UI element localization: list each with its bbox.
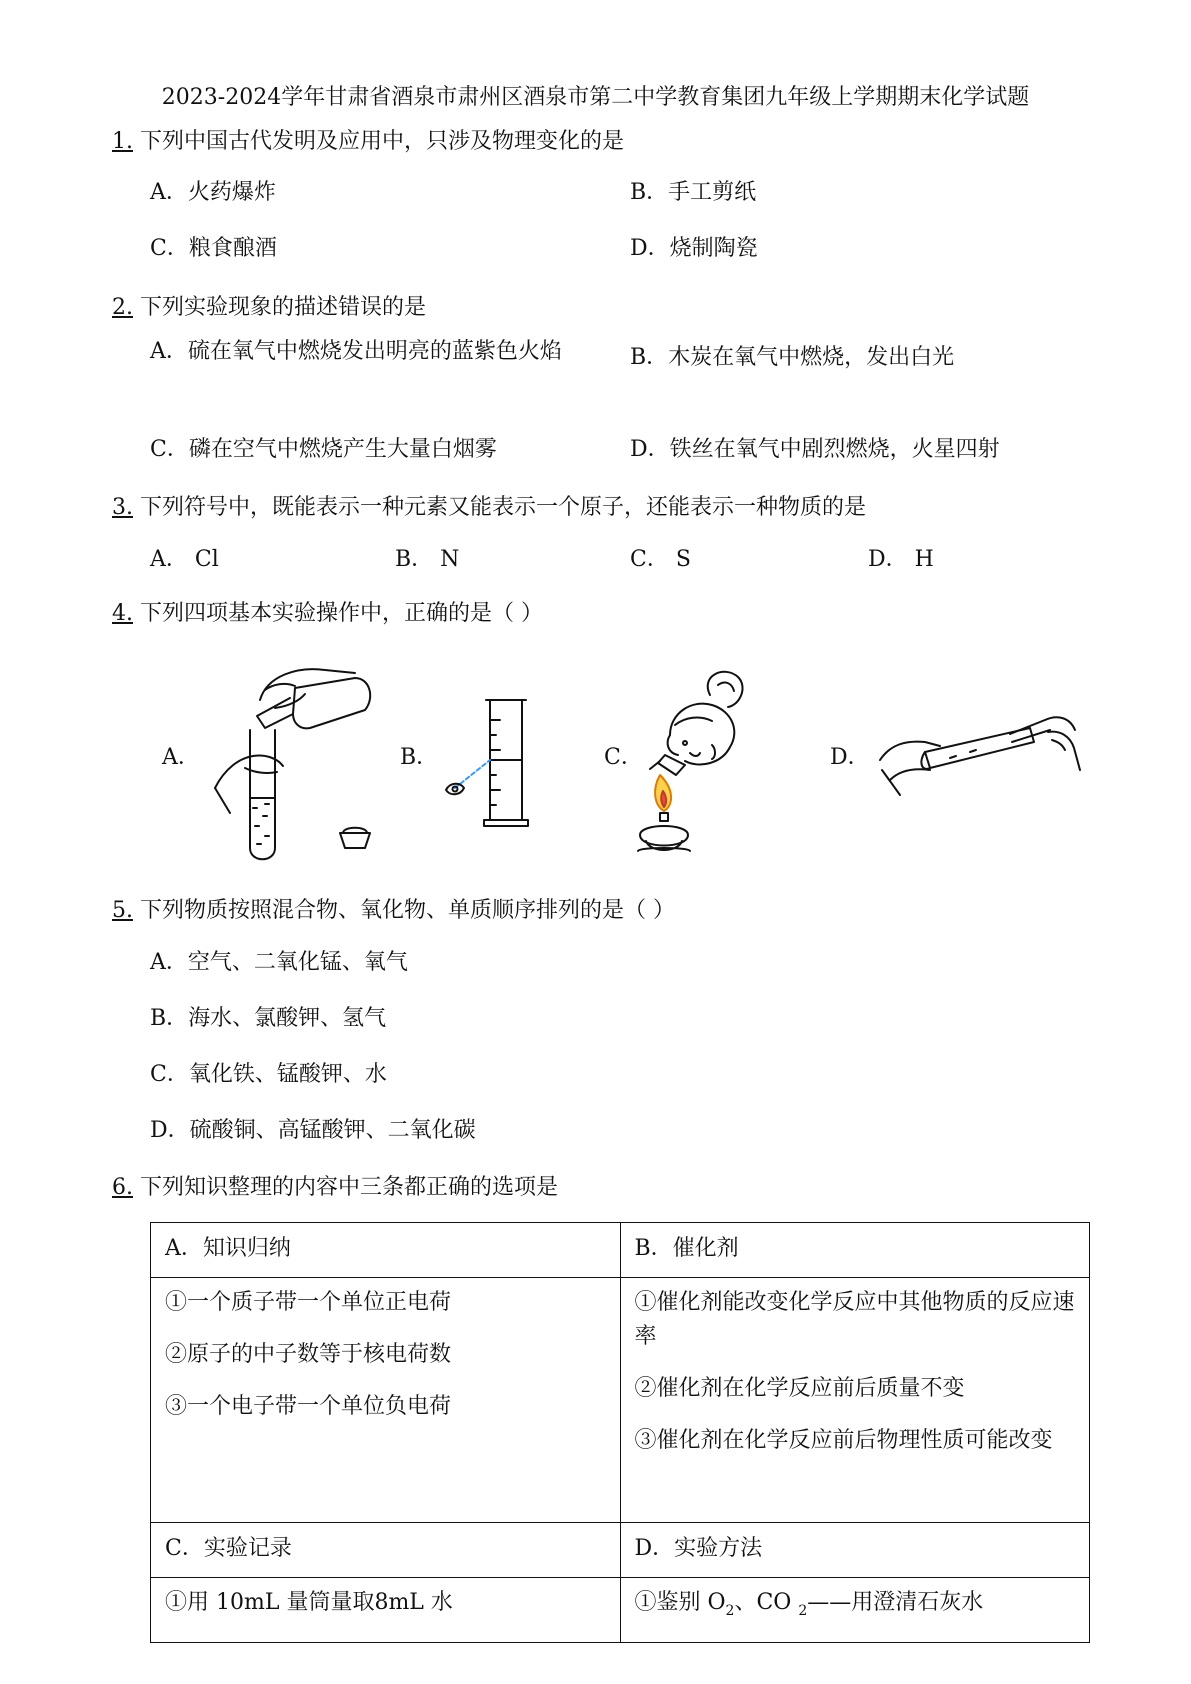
table-item: ①一个质子带一个单位正电荷 [165,1290,452,1315]
q5-option-d: D．硫酸铜、高锰酸钾、二氧化碳 [150,1118,476,1143]
q5-option-c: C．氧化铁、锰酸钾、水 [150,1062,387,1087]
q1-option-b: B．手工剪纸 [630,180,757,205]
q5-option-b: B．海水、氯酸钾、氢气 [150,1006,387,1031]
question-6 [112,1170,558,1201]
lighting-alcohol-lamp-illustration [630,665,770,865]
table-cell-b-head: B．催化剂 [620,1223,1090,1278]
question-text: 下列四项基本实验操作中，正确的是（ ） [140,601,543,626]
q3-option-c: C． S [630,547,691,572]
question-number: 3. [112,495,133,520]
table-item-text: 、CO [734,1590,799,1615]
q3-option-a: A． Cl [150,547,219,572]
q4-option-a-label: A． [162,745,200,770]
test-tube-heating-illustration [870,700,1080,810]
question-number: 1. [112,129,133,154]
question-number: 5. [112,898,133,923]
q4-option-c-label: C． [604,745,643,770]
q2-option-c: C．磷在空气中燃烧产生大量白烟雾 [150,437,497,462]
table-item: ③催化剂在化学反应前后物理性质可能改变 [634,1428,1053,1453]
q2-option-a: A．硫在氧气中燃烧发出明亮的蓝紫色火焰 [150,339,562,364]
question-2 [112,290,426,321]
table-cell-d-head: D．实验方法 [620,1523,1090,1578]
q5-option-a: A．空气、二氧化锰、氧气 [150,950,408,975]
table-item-text: ——用澄清石灰水 [807,1590,984,1615]
question-text: 下列中国古代发明及应用中，只涉及物理变化的是 [140,129,625,154]
q2-option-b: B．木炭在氧气中燃烧，发出白光 [630,345,955,370]
q1-option-a: A．火药爆炸 [150,180,276,205]
knowledge-table [150,1222,1090,1643]
table-row [151,1578,1090,1643]
table-item: ①催化剂能改变化学反应中其他物质的反应速率 [634,1290,1075,1349]
table-cell-c-body [151,1578,621,1643]
question-number: 6. [112,1175,133,1200]
table-item: ③一个电子带一个单位负电荷 [165,1394,452,1419]
question-4 [112,596,543,627]
question-1 [112,124,624,155]
question-text: 下列物质按照混合物、氧化物、单质顺序排列的是（ ） [140,898,675,923]
table-cell-d-body [620,1578,1090,1643]
q3-option-b: B． N [395,547,460,572]
table-cell-a-head: A．知识归纳 [151,1223,621,1278]
q3-option-d: D． H [868,547,934,572]
question-text: 下列实验现象的描述错误的是 [140,295,427,320]
table-cell-c-head: C．实验记录 [151,1523,621,1578]
q1-option-d: D．烧制陶瓷 [630,236,758,261]
exam-title: 2023-2024学年甘肃省酒泉市肃州区酒泉市第二中学教育集团九年级上学期期末化学试题 [161,85,1030,110]
pouring-liquid-illustration [205,648,395,868]
question-text: 下列符号中，既能表示一种元素又能表示一个原子，还能表示一种物质的是 [140,495,867,520]
table-item: ①用 10mL 量筒量取8mL 水 [165,1590,453,1615]
table-item: ②催化剂在化学反应前后质量不变 [634,1376,965,1401]
table-item-text: ①鉴别 O [634,1590,726,1615]
q1-option-c: C．粮食酿酒 [150,236,277,261]
table-row [151,1278,1090,1523]
table-cell-b-body [620,1278,1090,1523]
graduated-cylinder-illustration [440,690,550,840]
q4-option-d-label: D． [830,745,870,770]
question-number: 2. [112,295,133,320]
question-number: 4. [112,601,133,626]
q2-option-d: D．铁丝在氧气中剧烈燃烧，火星四射 [630,437,1000,462]
table-item: ②原子的中子数等于核电荷数 [165,1342,452,1367]
q4-option-b-label: B． [400,745,439,770]
table-item [635,1586,1076,1628]
question-3 [112,490,866,521]
table-row [151,1523,1090,1578]
subscript: 2 [725,1603,735,1619]
table-row [151,1223,1090,1278]
table-cell-a-body [151,1278,621,1523]
subscript: 2 [798,1603,808,1619]
question-text: 下列知识整理的内容中三条都正确的选项是 [140,1175,559,1200]
question-5 [112,893,675,924]
